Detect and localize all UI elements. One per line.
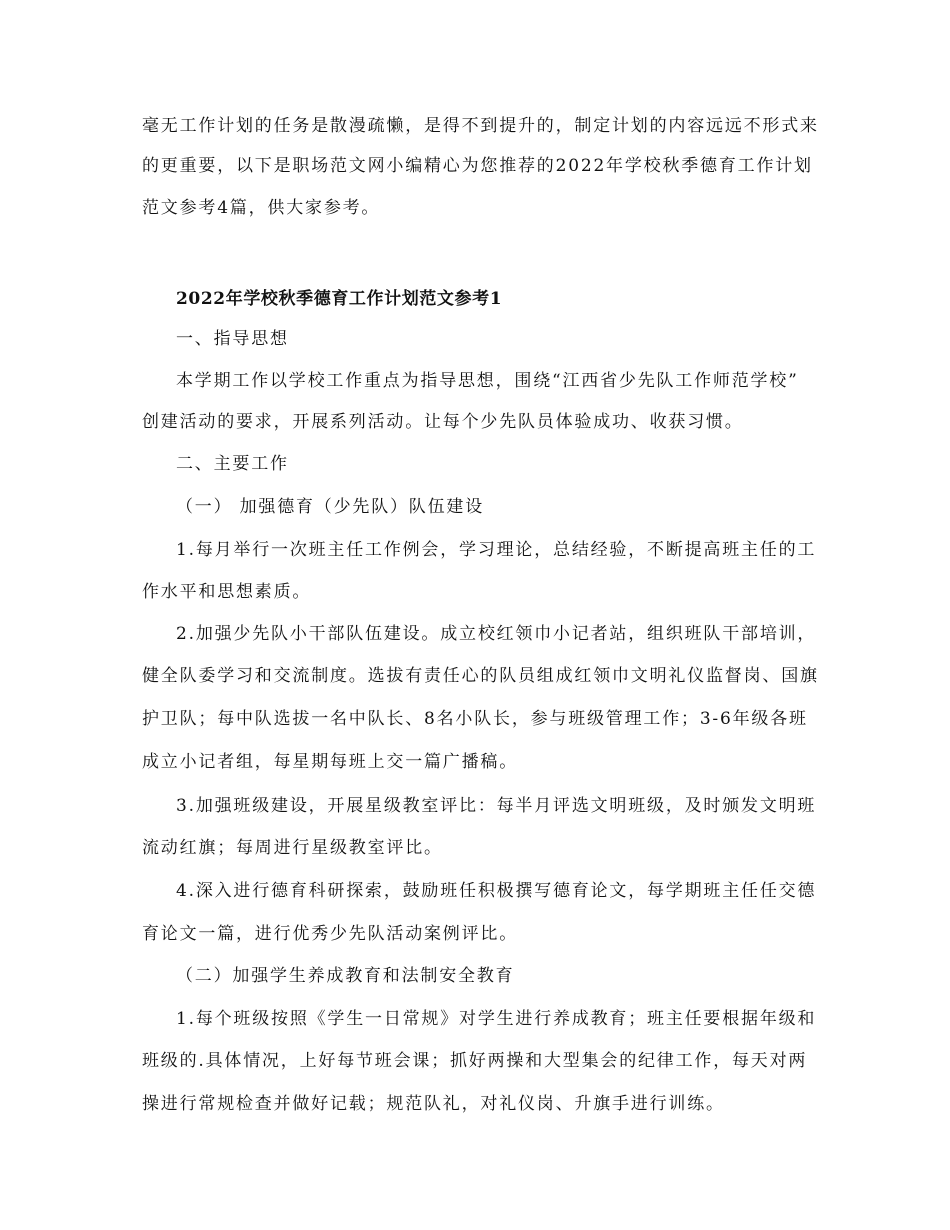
item3-line-2: 流动红旗；每周进行星级教室评比。 [142, 838, 443, 858]
article-title: 2022年学校秋季德育工作计划范文参考1 [176, 289, 503, 309]
intro-line-1: 毫无工作计划的任务是散漫疏懒，是得不到提升的，制定计划的内容远远不形式来 [142, 116, 819, 136]
item2-line-4: 成立小记者组，每星期每班上交一篇广播稿。 [142, 752, 518, 772]
item2-line-2: 健全队委学习和交流制度。选拔有责任心的队员组成红领巾文明礼仪监督岗、国旗 [142, 666, 819, 686]
section2-heading: 二、主要工作 [176, 454, 289, 474]
sub2-item1-line-2: 班级的.具体情况，上好每节班会课；抓好两操和大型集会的纪律工作，每天对两 [142, 1051, 808, 1071]
item2-line-3: 护卫队；每中队选拔一名中队长、8名小队长，参与班级管理工作；3-6年级各班 [142, 709, 808, 729]
sub2-item1-line-3: 操进行常规检查并做好记载；规范队礼，对礼仪岗、升旗手进行训练。 [142, 1094, 725, 1114]
intro-line-2: 的更重要，以下是职场范文网小编精心为您推荐的2022年学校秋季德育工作计划 [142, 156, 813, 176]
item4-line-1: 4.深入进行德育科研探索，鼓励班任积极撰写德育论文，每学期班主任任交德 [176, 881, 817, 901]
sub2-heading: （二）加强学生养成教育和法制安全教育 [176, 966, 515, 986]
sub1-heading: （一） 加强德育（少先队）队伍建设 [176, 497, 485, 517]
section1-line-2: 创建活动的要求，开展系列活动。让每个少先队员体验成功、收获习惯。 [142, 412, 744, 432]
item3-line-1: 3.加强班级建设，开展星级教室评比：每半月评选文明班级，及时颁发文明班 [176, 796, 817, 816]
section1-line-1: 本学期工作以学校工作重点为指导思想，围绕“江西省少先队工作师范学校” [176, 371, 799, 391]
section1-heading: 一、指导思想 [176, 329, 289, 349]
sub2-item1-line-1: 1.每个班级按照《学生一日常规》对学生进行养成教育；班主任要根据年级和 [176, 1009, 817, 1029]
intro-line-3: 范文参考4篇，供大家参考。 [142, 198, 381, 218]
item1-line-1: 1.每月举行一次班主任工作例会，学习理论，总结经验，不断提高班主任的工 [176, 540, 817, 560]
item4-line-2: 育论文一篇，进行优秀少先队活动案例评比。 [142, 924, 518, 944]
item1-line-2: 作水平和思想素质。 [142, 582, 312, 602]
item2-line-1: 2.加强少先队小干部队伍建设。成立校红领巾小记者站，组织班队干部培训， [176, 624, 817, 644]
